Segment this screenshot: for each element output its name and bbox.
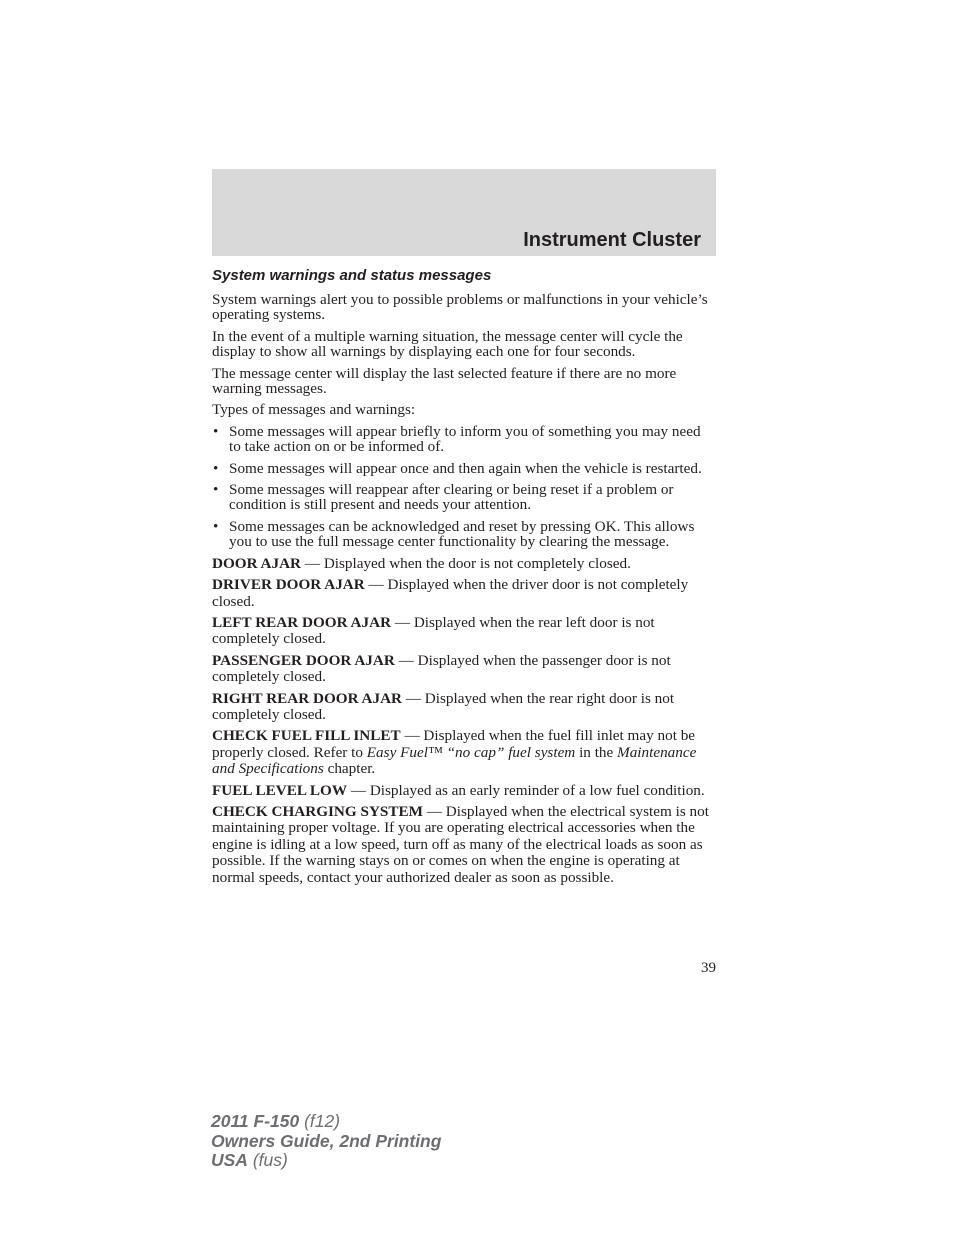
message-description: — Displayed when the electrical system is not maintaining proper voltage. If you are operating electrical accessories when the engine is idling at a low speed, turn off as many of the electrical loads as soon as possible. If the warning stays on or comes on when the engine is operating at normal speeds, contact your authorized dealer as soon as possible. xyxy=(212,802,709,886)
section-title: System warnings and status messages xyxy=(212,267,492,284)
bullet-icon: • xyxy=(213,459,219,477)
message-description: — Displayed when the passenger door is not completely closed. xyxy=(212,651,671,686)
cross-reference: Maintenance and Specifications xyxy=(212,743,697,778)
message-passenger-door-ajar xyxy=(212,653,716,686)
message-term: FUEL LEVEL LOW xyxy=(212,781,348,799)
paragraph: The message center will display the last selected feature if there are no more warning messages. xyxy=(212,364,677,398)
message-description: — Displayed when the rear right door is not completely closed. xyxy=(212,689,675,723)
message-fuel-level-low xyxy=(212,783,716,799)
message-term: CHECK FUEL FILL INLET xyxy=(212,727,401,745)
list-item xyxy=(212,424,716,455)
message-door-ajar xyxy=(212,556,716,572)
message-term: CHECK CHARGING SYSTEM xyxy=(212,802,423,820)
message-right-rear-door-ajar xyxy=(212,691,716,724)
footer-model-code: (f12) xyxy=(299,1111,341,1131)
chapter-title: Instrument Cluster xyxy=(523,229,701,251)
bullet-icon: • xyxy=(213,517,219,535)
message-term: DRIVER DOOR AJAR xyxy=(212,576,365,594)
cross-reference: Easy Fuel™ “no cap” fuel system xyxy=(366,743,576,761)
message-types-list xyxy=(212,424,716,550)
message-description: — Displayed when the fuel fill inlet may not be properly closed. Refer to xyxy=(212,727,696,761)
paragraph: System warnings alert you to possible problems or malfunctions in your vehicle’s operating systems. xyxy=(212,291,708,324)
list-item xyxy=(212,482,716,513)
page-content xyxy=(212,266,716,891)
document-footer xyxy=(211,1112,441,1171)
paragraph: Types of messages and warnings: xyxy=(212,401,416,419)
list-item xyxy=(212,461,716,476)
footer-market: USA xyxy=(211,1150,248,1170)
message-description: — Displayed when the driver door is not completely closed. xyxy=(212,576,689,610)
message-term: DOOR AJAR xyxy=(212,554,302,572)
footer-model: 2011 F-150 xyxy=(211,1111,300,1131)
footer-line xyxy=(211,1151,441,1171)
chapter-header-band xyxy=(212,169,716,256)
footer-line: Owners Guide, 2nd Printing xyxy=(211,1130,442,1151)
message-check-fuel-fill-inlet xyxy=(212,728,716,777)
list-item-text: Some messages will appear once and then again when the vehicle is restarted. xyxy=(229,459,702,477)
message-description: in the xyxy=(575,743,618,761)
message-description: — Displayed when the rear left door is not completely closed. xyxy=(212,613,655,648)
message-check-charging-system xyxy=(212,804,716,886)
list-item-text: Some messages will appear briefly to inform you of something you may need to take action on or be informed of. xyxy=(229,422,701,456)
message-term: PASSENGER DOOR AJAR xyxy=(212,651,395,669)
bullet-icon: • xyxy=(213,481,219,499)
message-description: — Displayed when the door is not completely closed. xyxy=(301,554,631,572)
list-item-text: Some messages will reappear after clearing or being reset if a problem or condition is still present and needs your attention. xyxy=(229,481,674,514)
message-term: LEFT REAR DOOR AJAR xyxy=(212,613,392,631)
footer-line xyxy=(211,1112,441,1132)
message-description: chapter. xyxy=(323,760,376,778)
paragraph: In the event of a multiple warning situation, the message center will cycle the display to show all warnings by displaying each one for four seconds. xyxy=(212,327,683,361)
page-number: 39 xyxy=(701,960,716,976)
list-item xyxy=(212,519,716,550)
message-left-rear-door-ajar xyxy=(212,615,716,648)
footer-market-code: (fus) xyxy=(247,1150,288,1170)
message-term: RIGHT REAR DOOR AJAR xyxy=(212,689,403,707)
list-item-text: Some messages can be acknowledged and reset by pressing OK. This allows you to use the full message center functionality by clearing the message. xyxy=(229,517,695,551)
message-driver-door-ajar xyxy=(212,577,716,610)
message-description: — Displayed as an early reminder of a low fuel condition. xyxy=(347,781,705,799)
bullet-icon: • xyxy=(213,422,219,440)
